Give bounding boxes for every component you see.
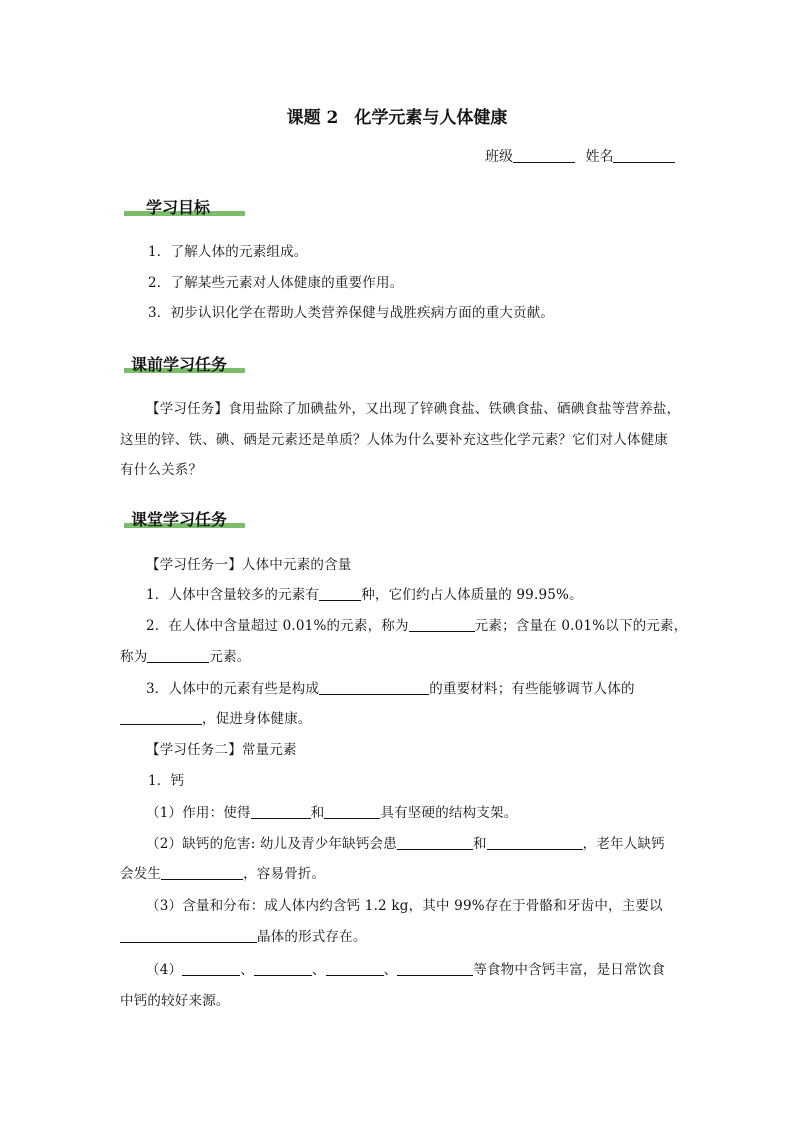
answer-blank[interactable]	[251, 804, 311, 819]
answer-blank[interactable]	[161, 865, 243, 880]
answer-blank[interactable]	[326, 961, 384, 976]
question-3: 3．人体中的元素有些是构成 的重要材料；有些能够调节人体的	[146, 681, 635, 697]
name-blank[interactable]	[613, 148, 675, 163]
section-heading-inclass: 课堂学习任务	[131, 510, 228, 529]
calcium-deficiency-cont: 会发生 ，容易骨折。	[120, 866, 326, 882]
goal-item: 3．初步认识化学在帮助人类营养保健与战胜疾病方面的重大贡献。	[148, 305, 555, 321]
answer-blank[interactable]	[147, 648, 209, 663]
answer-blank[interactable]	[319, 680, 429, 695]
answer-blank[interactable]	[397, 961, 473, 976]
page-title	[0, 103, 794, 128]
answer-blank[interactable]	[397, 835, 473, 850]
goal-item: 1．了解人体的元素组成。	[148, 244, 308, 260]
question-2-cont: 称为 元素。	[120, 649, 251, 665]
task-one-title: 【学习任务一】人体中元素的含量	[146, 557, 352, 573]
answer-blank[interactable]	[409, 617, 475, 632]
answer-blank[interactable]	[254, 961, 312, 976]
section-heading-goals: 学习目标	[146, 198, 211, 217]
answer-blank[interactable]	[487, 835, 583, 850]
answer-blank[interactable]	[120, 710, 202, 725]
calcium-distribution: （3）含量和分布：成人体内约含钙 1.2 kg，其中 99%存在于骨骼和牙齿中，主要以	[146, 898, 663, 914]
class-label: 班级	[485, 149, 513, 165]
calcium-sources-cont: 中钙的较好来源。	[120, 993, 230, 1009]
question-1: 1．人体中含量较多的元素有 种，它们约占人体质量的 99.95%。	[146, 587, 583, 603]
preclass-paragraph-line: 有什么关系？	[120, 462, 203, 478]
answer-blank[interactable]	[324, 804, 380, 819]
answer-blank[interactable]	[182, 961, 240, 976]
answer-blank[interactable]	[120, 928, 257, 943]
name-label: 姓名	[585, 149, 614, 165]
goal-item: 2．了解某些元素对人体健康的重要作用。	[148, 275, 404, 291]
calcium-function: （1）作用：使得 和 具有坚硬的结构支架。	[146, 805, 518, 821]
lesson-number: 课题 2	[286, 108, 339, 128]
preclass-paragraph-line: 这里的锌、铁、碘、硒是元素还是单质？人体为什么要补充这些化学元素？它们对人体健康	[120, 432, 668, 448]
calcium-sources: （4） 、 、 、 等食物中含钙丰富，是日常饮食	[146, 962, 666, 978]
preclass-paragraph-line: 【学习任务】食用盐除了加碘盐外，又出现了锌碘食盐、铁碘食盐、硒碘食盐等营养盐，	[146, 401, 681, 417]
answer-blank[interactable]	[319, 586, 361, 601]
calcium-deficiency: （2）缺钙的危害: 幼儿及青少年缺钙会患 和 ，老年人缺钙	[146, 836, 665, 852]
question-3-cont: ，促进身体健康。	[120, 707, 312, 727]
student-info-line	[485, 146, 675, 166]
calcium-heading: 1．钙	[148, 773, 185, 789]
task-two-title: 【学习任务二】常量元素	[146, 742, 297, 758]
question-2: 2．在人体中含量超过 0.01%的元素，称为 元素；含量在 0.01%以下的元素，	[146, 618, 688, 634]
lesson-title: 化学元素与人体健康	[354, 108, 508, 128]
class-blank[interactable]	[513, 148, 575, 163]
section-heading-preclass: 课前学习任务	[131, 355, 228, 374]
calcium-distribution-cont: 晶体的形式存在。	[120, 925, 367, 945]
